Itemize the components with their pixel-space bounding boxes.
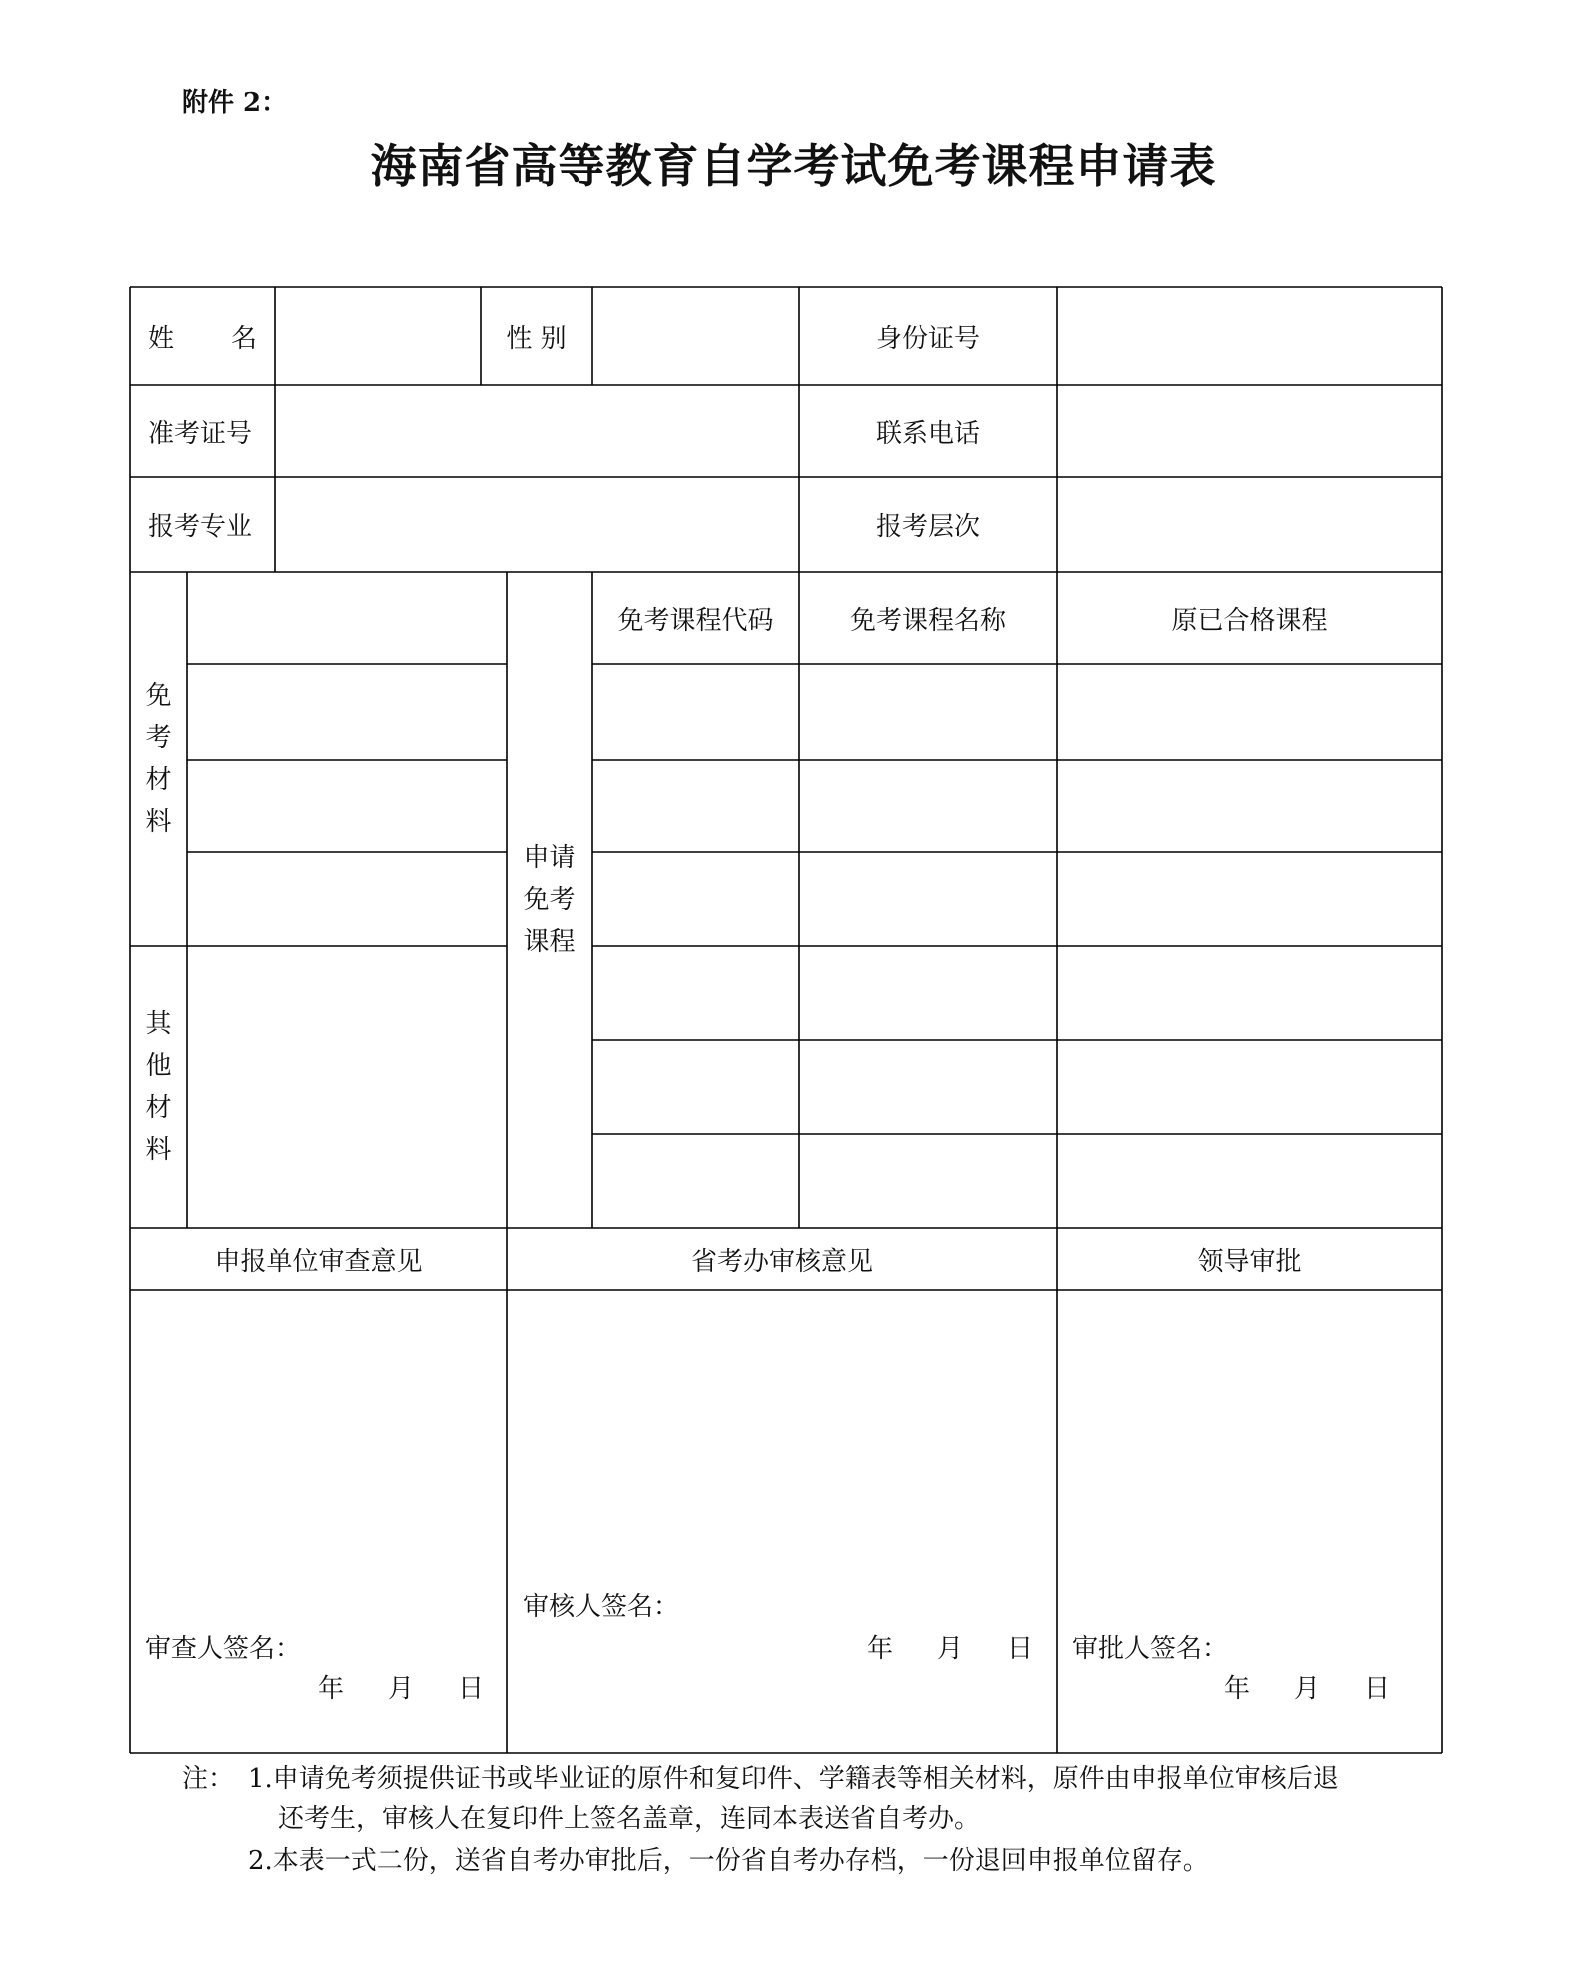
unit-review-header: 申报单位审查意见 bbox=[214, 1246, 423, 1277]
passed-course-header: 原已合格课程 bbox=[1171, 605, 1328, 636]
office-review-header: 省考办审核意见 bbox=[690, 1246, 873, 1277]
major-label: 报考专业 bbox=[148, 512, 253, 542]
name-label-char-1: 姓 bbox=[148, 323, 175, 354]
name-input[interactable] bbox=[275, 287, 481, 385]
office-date bbox=[867, 1628, 1033, 1665]
phone-label: 联系电话 bbox=[875, 418, 980, 449]
page-title: 海南省高等教育自学考试免考课程申请表 bbox=[370, 139, 1217, 193]
date-year: 年 bbox=[318, 1674, 345, 1704]
exempt-materials-char: 免 bbox=[145, 681, 172, 711]
ticket-number-input[interactable] bbox=[275, 385, 799, 477]
note-1-continued: 还考生，审核人在复印件上签名盖章，连同本表送省自考办。 bbox=[278, 1804, 981, 1834]
major-input[interactable] bbox=[275, 477, 799, 572]
gender-input[interactable] bbox=[592, 287, 799, 385]
other-materials-char: 其 bbox=[145, 1009, 172, 1039]
level-label: 报考层次 bbox=[875, 512, 980, 542]
attachment-label: 附件 2： bbox=[182, 88, 288, 118]
note-1: 1.申请免考须提供证书或毕业证的原件和复印件、学籍表等相关材料，原件由申报单位审核后退 bbox=[248, 1764, 1339, 1794]
leader-signature-label: 审批人签名： bbox=[1072, 1634, 1229, 1664]
name-label bbox=[130, 287, 275, 385]
date-day: 日 bbox=[1007, 1634, 1034, 1664]
unit-date bbox=[318, 1668, 484, 1705]
exempt-materials-char: 料 bbox=[145, 807, 172, 837]
date-month: 月 bbox=[388, 1674, 415, 1704]
exempt-materials-char: 材 bbox=[145, 765, 172, 795]
date-month: 月 bbox=[937, 1634, 964, 1664]
other-materials-char: 材 bbox=[145, 1093, 172, 1123]
exempt-materials-label bbox=[130, 572, 187, 946]
level-input[interactable] bbox=[1057, 477, 1442, 572]
ticket-number-label: 准考证号 bbox=[148, 418, 253, 449]
leader-date bbox=[1224, 1668, 1390, 1705]
name-label-char-2: 名 bbox=[230, 323, 257, 354]
apply-courses-label bbox=[507, 572, 592, 1228]
id-number-label: 身份证号 bbox=[875, 323, 980, 354]
date-day: 日 bbox=[1364, 1674, 1391, 1704]
id-number-input[interactable] bbox=[1057, 287, 1442, 385]
apply-courses-line: 免考 bbox=[523, 885, 576, 915]
other-materials-char: 料 bbox=[145, 1135, 172, 1165]
exempt-materials-char: 考 bbox=[145, 723, 172, 753]
gender-label: 性 别 bbox=[506, 323, 567, 354]
other-materials-char: 他 bbox=[145, 1051, 172, 1081]
other-materials-label bbox=[130, 946, 187, 1228]
date-month: 月 bbox=[1294, 1674, 1321, 1704]
course-name-header: 免考课程名称 bbox=[849, 605, 1006, 636]
notes-prefix: 注： bbox=[182, 1764, 235, 1794]
date-year: 年 bbox=[1224, 1674, 1251, 1704]
note-2: 2.本表一式二份，送省自考办审批后，一份省自考办存档，一份退回申报单位留存。 bbox=[248, 1846, 1209, 1876]
phone-input[interactable] bbox=[1057, 385, 1442, 477]
office-signature-label: 审核人签名： bbox=[523, 1592, 680, 1622]
apply-courses-line: 课程 bbox=[523, 927, 576, 957]
date-year: 年 bbox=[867, 1634, 894, 1664]
leader-approval-header: 领导审批 bbox=[1197, 1246, 1302, 1277]
unit-signature-label: 审查人签名： bbox=[145, 1634, 302, 1664]
apply-courses-line: 申请 bbox=[523, 843, 576, 873]
course-code-header: 免考课程代码 bbox=[617, 605, 774, 636]
date-day: 日 bbox=[458, 1674, 485, 1704]
